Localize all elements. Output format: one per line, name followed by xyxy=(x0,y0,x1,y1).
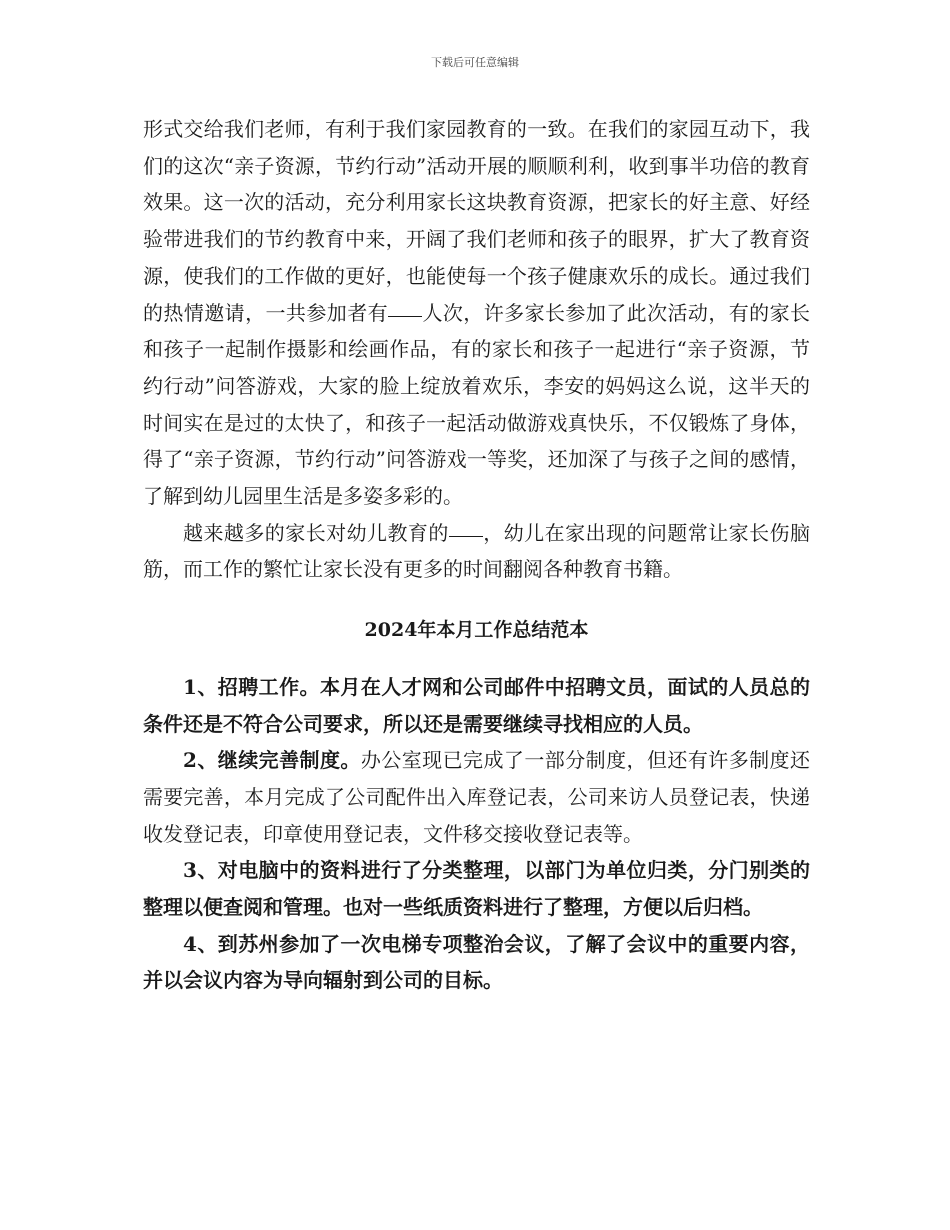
section-title: 2024年本月工作总结范本 xyxy=(364,619,589,642)
paragraph-parents xyxy=(143,515,810,588)
paragraph-text: 越来越多的家长对幼儿教育的 xyxy=(183,520,449,545)
summary-item-2 xyxy=(143,742,810,852)
document-body xyxy=(143,111,810,999)
paragraph-text: ，幼儿在家出现的问题常让家长伤脑筋，而工作的繁忙让家长没有更多的时间翻阅各种教育书籍。 xyxy=(143,520,811,582)
summary-item-1: 1、招聘工作。本月在人才网和公司邮件中招聘文员，面试的人员总的条件还是不符合公司要求，所以还是需要继续寻找相应的人员。 xyxy=(143,674,810,736)
fill-blank xyxy=(388,315,422,317)
summary-item-4: 4、到苏州参加了一次电梯专项整治会议，了解了会议中的重要内容，并以会议内容为导向辐射到公司的目标。 xyxy=(143,931,810,993)
summary-item-lead: 2、继续完善制度。 xyxy=(183,748,361,773)
summary-item-rest: 办公室现已完成了一部分制度，但还有许多制度还需要完善，本月完成了公司配件出入库登记表，公司来访人员登记表，快递收发登记表，印章使用登记表，文件移交接收登记表等。 xyxy=(143,748,810,846)
summary-item-3: 3、对电脑中的资料进行了分类整理，以部门为单位归类，分门别类的整理以便查阅和管理。也对一些纸质资料进行了整理，方便以后归档。 xyxy=(143,858,810,920)
fill-blank xyxy=(449,535,483,537)
paragraph-activity xyxy=(143,111,810,515)
page-header: 下载后可任意编辑 xyxy=(431,56,519,69)
paragraph-text: 形式交给我们老师，有利于我们家园教育的一致。在我们的家园互动下，我们的这次“亲子资源，节约行动”活动开展的顺顺利利，收到事半功倍的教育效果。这一次的活动，充分利用家长这块教育资源，把家长的好主意、好经验带进我们的节约教育中来，开阔了我们老师和孩子的眼界，扩大了教育资源，使我们的工作做的更好，也能使每一个孩子健康欢乐的成长。通过我们的热情邀请，一共参加者有 xyxy=(143,117,810,325)
paragraph-text: 人次，许多家长参加了此次活动，有的家长和孩子一起制作摄影和绘画作品，有的家长和孩子一起进行“亲子资源，节约行动”问答游戏，大家的脸上绽放着欢乐，李安的妈妈这么说，这半天的时间实在是过的太快了，和孩子一起活动做游戏真快乐，不仅锻炼了身体，得了“亲子资源，节约行动”问答游戏一等奖，还加深了与孩子之间的感情，了解到幼儿园里生活是多姿多彩的。 xyxy=(143,300,811,509)
